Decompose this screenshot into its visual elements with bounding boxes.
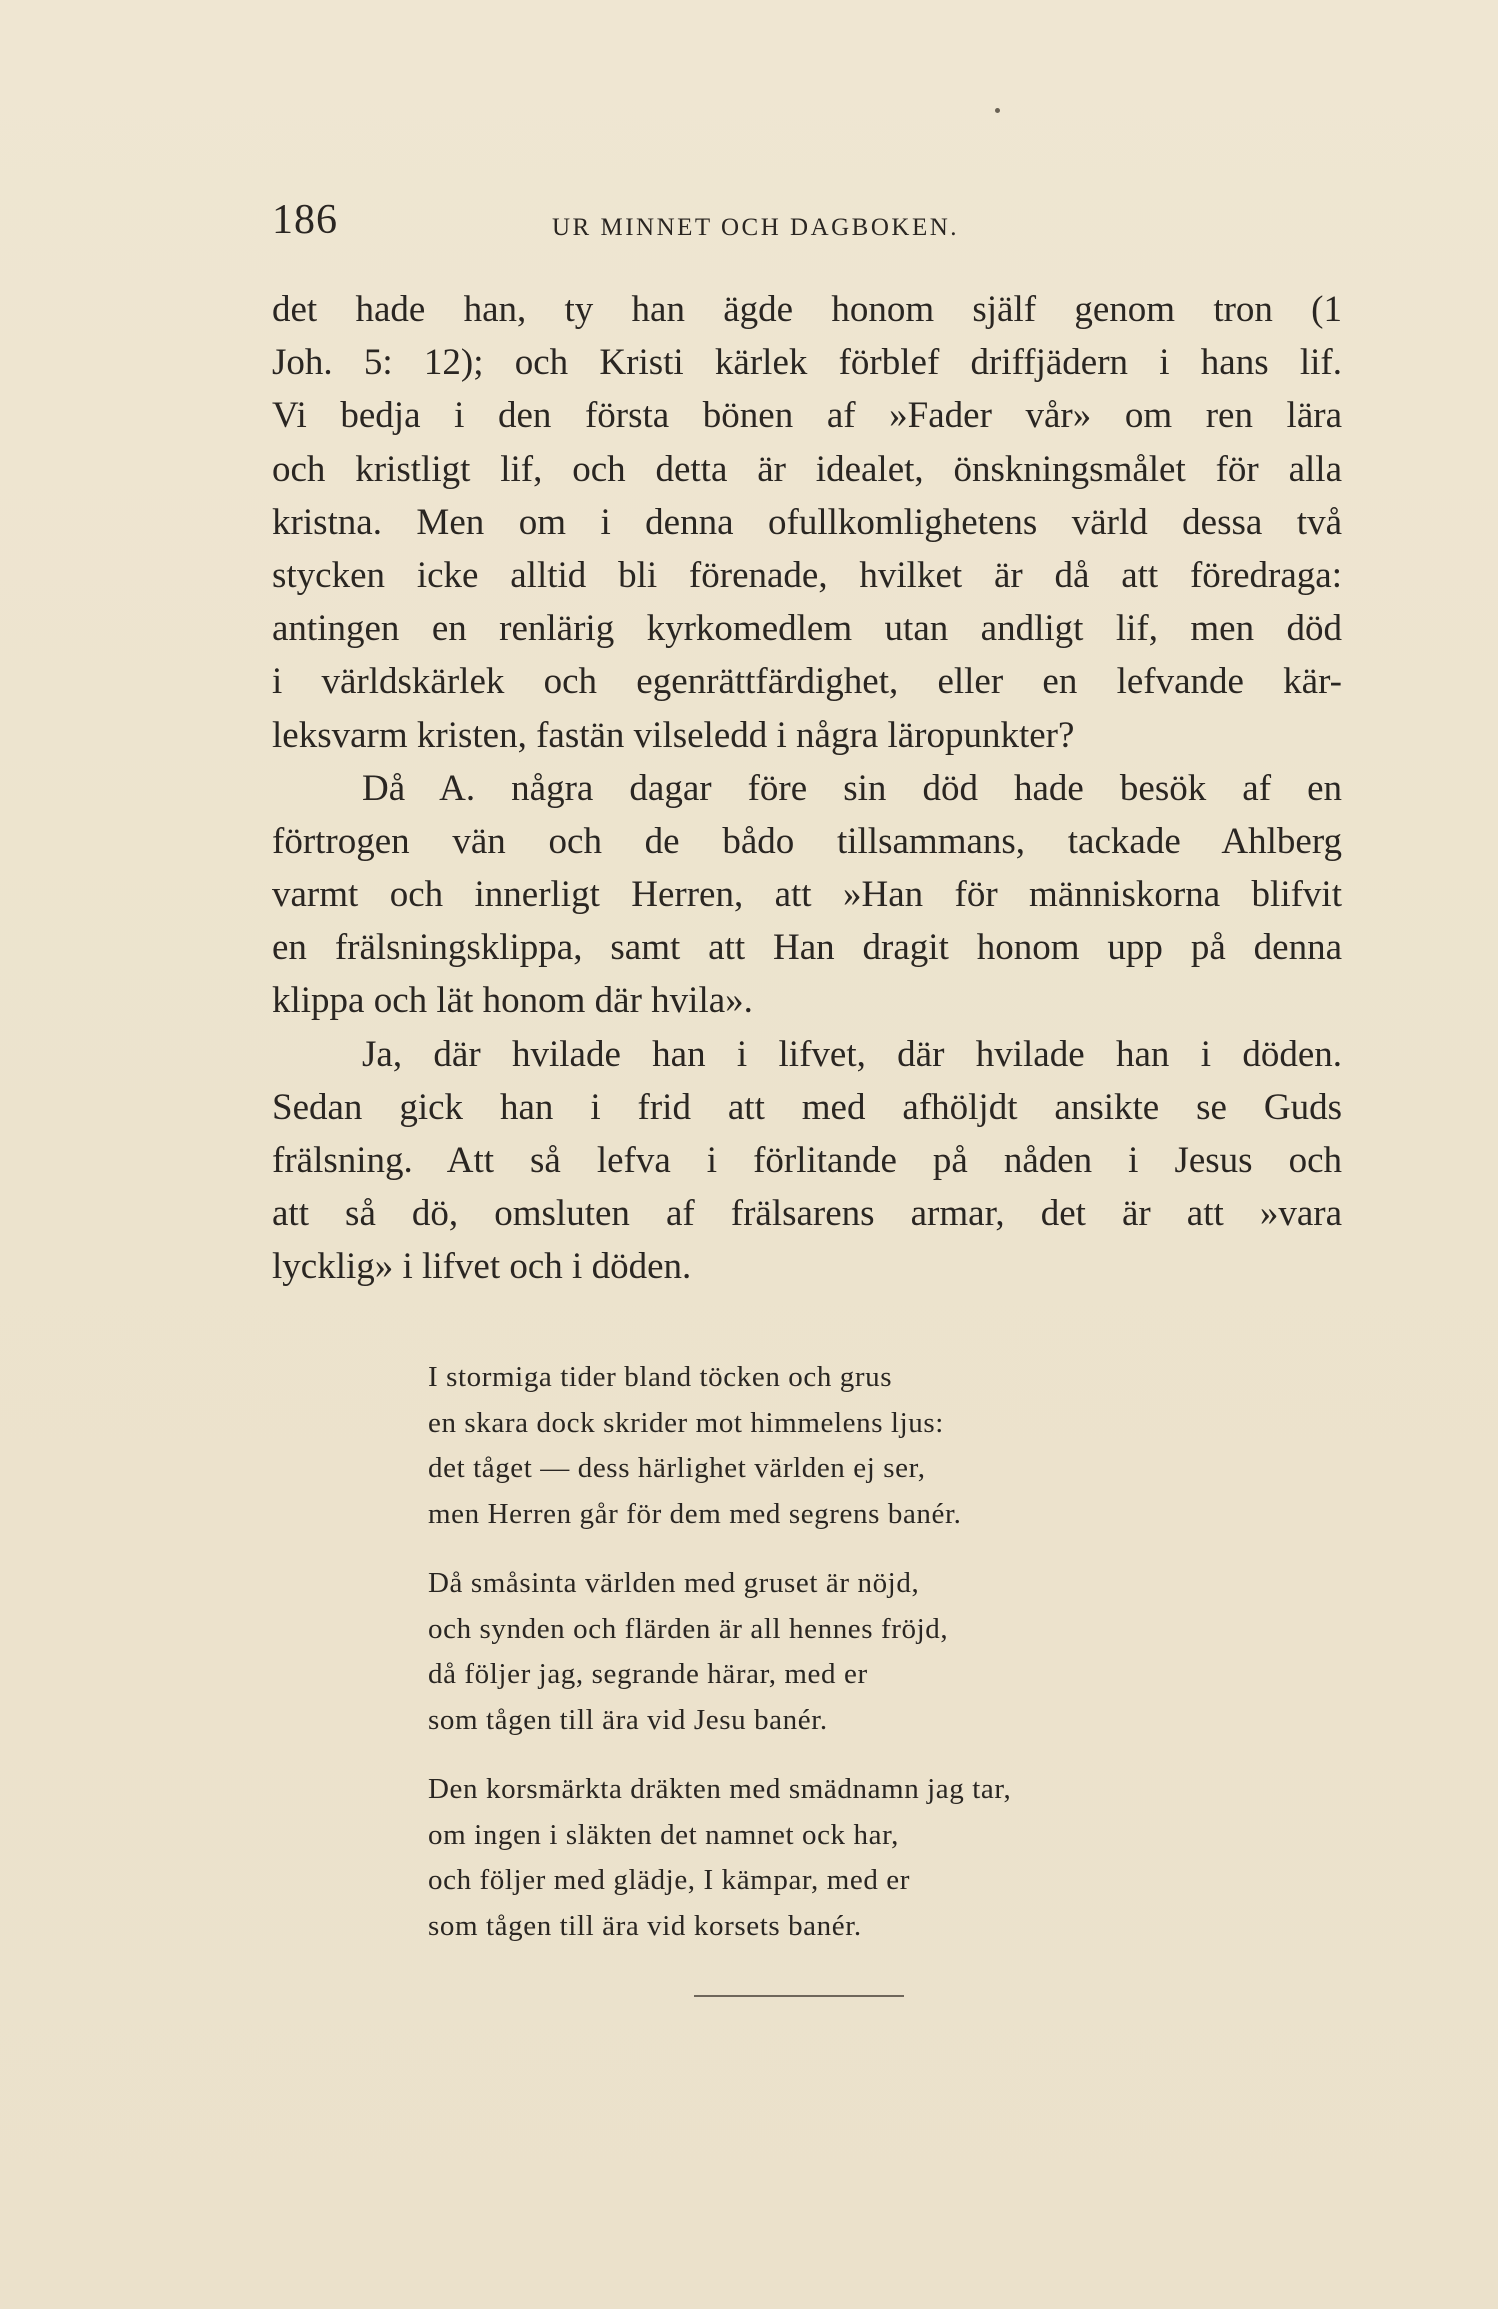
- poem-stanza-3: [428, 1767, 1128, 1949]
- poem-stanza-2: [428, 1561, 1128, 1743]
- prose-line: Sedan gick han i frid att med afhöljdt ansikte se Guds: [272, 1086, 1342, 1128]
- verse-line: Då småsinta världen med gruset är nöjd,: [428, 1567, 920, 1599]
- verse-line: som tågen till ära vid korsets banér.: [428, 1909, 862, 1942]
- prose-line: en frälsningsklippa, samt att Han dragit honom upp på denna: [272, 927, 1342, 969]
- prose-line: Ja, där hvilade han i lifvet, där hvilade han i döden.: [362, 1033, 1342, 1075]
- running-head: UR MINNET OCH DAGBOKEN.: [552, 214, 960, 241]
- verse-line: som tågen till ära vid Jesu banér.: [428, 1703, 828, 1736]
- prose-line: leksvarm kristen, fastän vilseledd i några läropunkter?: [272, 714, 1075, 756]
- print-speck: [995, 108, 1000, 113]
- verse-line: och synden och flärden är all hennes fröjd,: [428, 1612, 949, 1645]
- verse-line: det tåget — dess härlighet världen ej ser,: [428, 1452, 926, 1484]
- verse-line: då följer jag, segrande härar, med er: [428, 1658, 868, 1690]
- verse-line: Den korsmärkta dräkten med smädnamn jag tar,: [428, 1773, 1012, 1805]
- prose-line: lycklig» i lifvet och i döden.: [272, 1246, 692, 1288]
- prose-line: frälsning. Att så lefva i förlitande på nåden i Jesus och: [272, 1140, 1342, 1181]
- prose-body: [272, 283, 1342, 1294]
- verse-line: om ingen i släkten det namnet ock har,: [428, 1818, 900, 1851]
- prose-line: antingen en renlärig kyrkomedlem utan andligt lif, men död: [272, 608, 1342, 650]
- page-number: 186: [272, 197, 338, 243]
- verse-line: I stormiga tider bland töcken och grus: [428, 1361, 893, 1393]
- prose-line: det hade han, ty han ägde honom själf genom tron (1: [272, 289, 1342, 330]
- poem-stanza-1: [428, 1355, 1128, 1537]
- prose-line: Då A. några dagar före sin död hade besök af en: [362, 767, 1342, 809]
- prose-line: förtrogen vän och de bådo tillsammans, tackade Ahlberg: [272, 820, 1342, 862]
- verse-line: men Herren går för dem med segrens banér.: [428, 1497, 962, 1530]
- prose-line: stycken icke alltid bli förenade, hvilket är då att föredraga:: [272, 554, 1342, 596]
- prose-line: i världskärlek och egenrättfärdighet, eller en lefvande kär-: [272, 661, 1342, 703]
- verse-line: en skara dock skrider mot himmelens ljus:: [428, 1406, 944, 1439]
- prose-line: Joh. 5: 12); och Kristi kärlek förblef driffjädern i hans lif.: [272, 342, 1342, 384]
- prose-line: Vi bedja i den första bönen af »Fader vår» om ren lära: [272, 395, 1342, 437]
- verse-line: och följer med glädje, I kämpar, med er: [428, 1864, 911, 1896]
- prose-line: och kristligt lif, och detta är idealet, önskningsmålet för alla: [272, 448, 1342, 490]
- prose-line: kristna. Men om i denna ofullkomlighetens värld dessa två: [272, 501, 1342, 543]
- closing-rule: [694, 1995, 904, 1997]
- prose-line: klippa och lät honom där hvila».: [272, 980, 753, 1022]
- prose-line: att så dö, omsluten af frälsarens armar, det är att »vara: [272, 1193, 1342, 1235]
- prose-line: varmt och innerligt Herren, att »Han för människorna blifvit: [272, 874, 1342, 916]
